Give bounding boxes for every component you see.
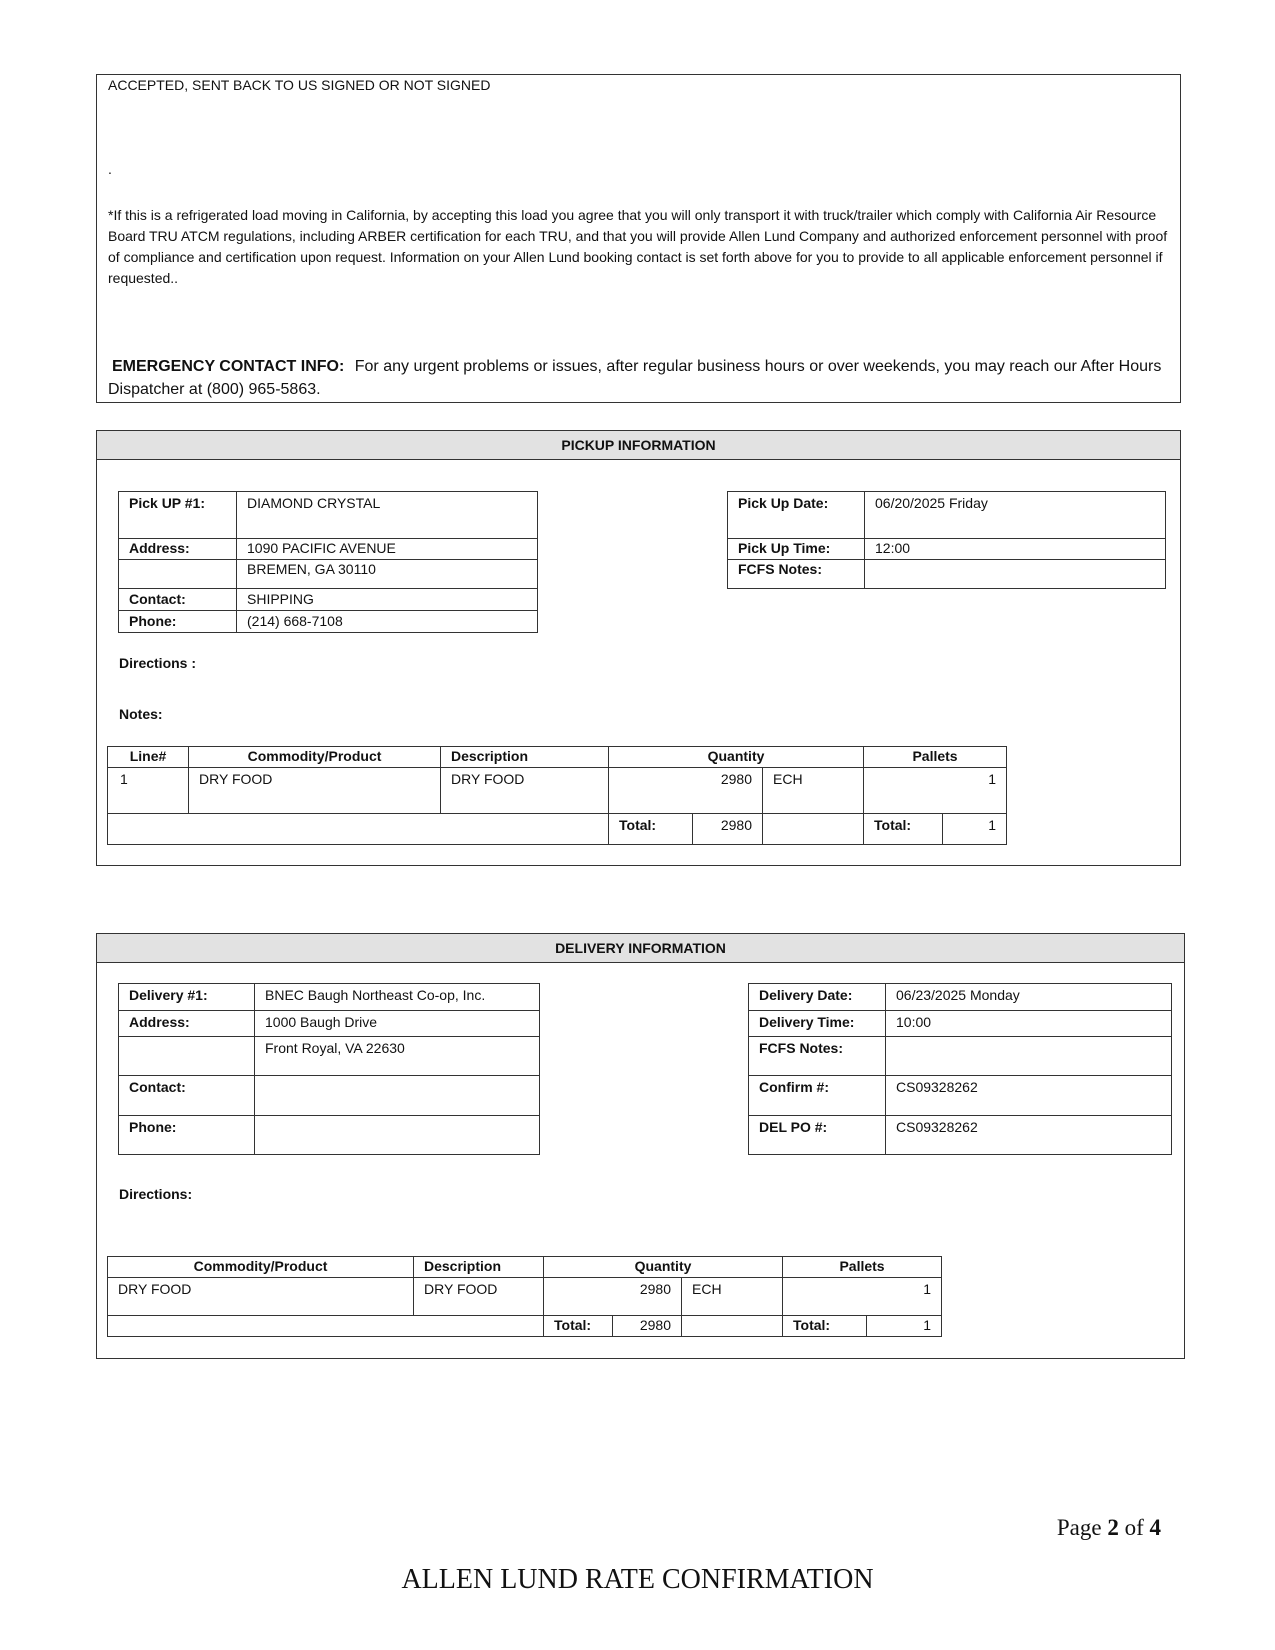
delivery-phone [255,1116,540,1155]
pickup-items-table [107,746,1007,845]
pickup-time: 12:00 [865,539,1166,560]
delivery-contact-label: Contact: [119,1076,255,1116]
delivery-confirm-label: Confirm #: [749,1076,886,1116]
pickup-pallets-total-label: Total: [864,814,943,845]
delivery-item-qty: 2980 [544,1278,682,1316]
pickup-location-table [118,491,538,633]
delivery-total-qty: 2980 [613,1316,682,1337]
pickup-time-label: Pick Up Time: [728,539,865,560]
terms-box [96,74,1181,403]
delivery-directions-label: Directions: [119,1186,193,1202]
delivery-address-line1: 1000 Baugh Drive [255,1011,540,1037]
pickup-col-commodity: Commodity/Product [189,747,441,768]
pickup-col-line: Line# [108,747,189,768]
pickup-col-quantity: Quantity [609,747,864,768]
pickup-address-label: Address: [119,539,237,560]
delivery-phone-label: Phone: [119,1116,255,1155]
document-title: ALLEN LUND RATE CONFIRMATION [401,1564,874,1595]
of-word: of [1124,1515,1144,1540]
delivery-location-table [118,983,540,1155]
emergency-contact [108,355,1168,401]
pickup-col-description: Description [441,747,609,768]
delivery-address-line2: Front Royal, VA 22630 [255,1037,540,1076]
pickup-col-pallets: Pallets [864,747,1007,768]
delivery-fcfs [886,1037,1172,1076]
pickup-total-label: Total: [609,814,693,845]
pickup-item-description: DRY FOOD [441,768,609,814]
table-row [108,768,1007,814]
california-notice: *If this is a refrigerated load moving in California, by accepting this load you agree that you will only transport it with truck/trailer which comply with California Air Resource Board TRU ATCM regulations, including ARBER certification for each TRU, and that you will provide Allen Lund Company and authorized enforcement personnel with proof of compliance and certification upon request. Information on your Allen Lund booking contact is set forth above for you to provide to all applicable enforcement personnel if requested.. [108,207,1168,286]
pickup-directions-label: Directions : [119,655,197,671]
delivery-section [96,933,1185,1359]
table-row [108,1278,942,1316]
page-current: 2 [1107,1515,1119,1540]
pickup-phone-label: Phone: [119,611,237,633]
pickup-item-commodity: DRY FOOD [189,768,441,814]
dot-text: . [108,161,112,177]
delivery-schedule-table [748,983,1172,1155]
delivery-item-pallets: 1 [783,1278,942,1316]
page-word: Page [1056,1515,1102,1540]
page-number [1057,1515,1161,1541]
emergency-text: For any urgent problems or issues, after regular business hours or over weekends, you may reach our After Hours Dispatcher at (800) 965-5863. [108,358,1162,398]
delivery-contact [255,1076,540,1116]
pickup-total-pallets: 1 [943,814,1007,845]
pickup-total-qty: 2980 [693,814,763,845]
page-total: 4 [1149,1515,1161,1540]
pickup-fcfs [865,560,1166,589]
delivery-name: BNEC Baugh Northeast Co-op, Inc. [255,984,540,1011]
delivery-pallets-total-label: Total: [783,1316,867,1337]
delivery-date: 06/23/2025 Monday [886,984,1172,1011]
pickup-address-line1: 1090 PACIFIC AVENUE [237,539,538,560]
delivery-po-label: DEL PO #: [749,1116,886,1155]
delivery-time-label: Delivery Time: [749,1011,886,1037]
delivery-col-pallets: Pallets [783,1257,942,1278]
delivery-col-commodity: Commodity/Product [108,1257,414,1278]
accepted-text: ACCEPTED, SENT BACK TO US SIGNED OR NOT SIGNED [108,77,491,93]
pickup-date: 06/20/2025 Friday [865,492,1166,539]
pickup-date-label: Pick Up Date: [728,492,865,539]
pickup-schedule-table [727,491,1166,589]
delivery-po: CS09328262 [886,1116,1172,1155]
delivery-total-label: Total: [544,1316,613,1337]
delivery-address-label: Address: [119,1011,255,1037]
delivery-item-unit: ECH [682,1278,783,1316]
delivery-confirm: CS09328262 [886,1076,1172,1116]
delivery-fcfs-label: FCFS Notes: [749,1037,886,1076]
pickup-address-line2: BREMEN, GA 30110 [237,560,538,589]
pickup-fcfs-label: FCFS Notes: [728,560,865,589]
pickup-section-title: PICKUP INFORMATION [97,431,1180,460]
pickup-item-pallets: 1 [864,768,1007,814]
pickup-section [96,430,1181,866]
pickup-contact: SHIPPING [237,589,538,611]
pickup-contact-label: Contact: [119,589,237,611]
pickup-name: DIAMOND CRYSTAL [237,492,538,539]
delivery-item-description: DRY FOOD [414,1278,544,1316]
pickup-item-unit: ECH [763,768,864,814]
pickup-item-qty: 2980 [609,768,763,814]
pickup-num-label: Pick UP #1: [119,492,237,539]
delivery-col-description: Description [414,1257,544,1278]
pickup-phone: (214) 668-7108 [237,611,538,633]
delivery-col-quantity: Quantity [544,1257,783,1278]
delivery-date-label: Delivery Date: [749,984,886,1011]
delivery-section-title: DELIVERY INFORMATION [97,934,1184,963]
delivery-item-commodity: DRY FOOD [108,1278,414,1316]
emergency-label: EMERGENCY CONTACT INFO: [112,358,345,375]
delivery-num-label: Delivery #1: [119,984,255,1011]
delivery-total-pallets: 1 [867,1316,942,1337]
pickup-notes-label: Notes: [119,706,163,722]
pickup-item-line: 1 [108,768,189,814]
delivery-time: 10:00 [886,1011,1172,1037]
delivery-items-table [107,1256,942,1337]
